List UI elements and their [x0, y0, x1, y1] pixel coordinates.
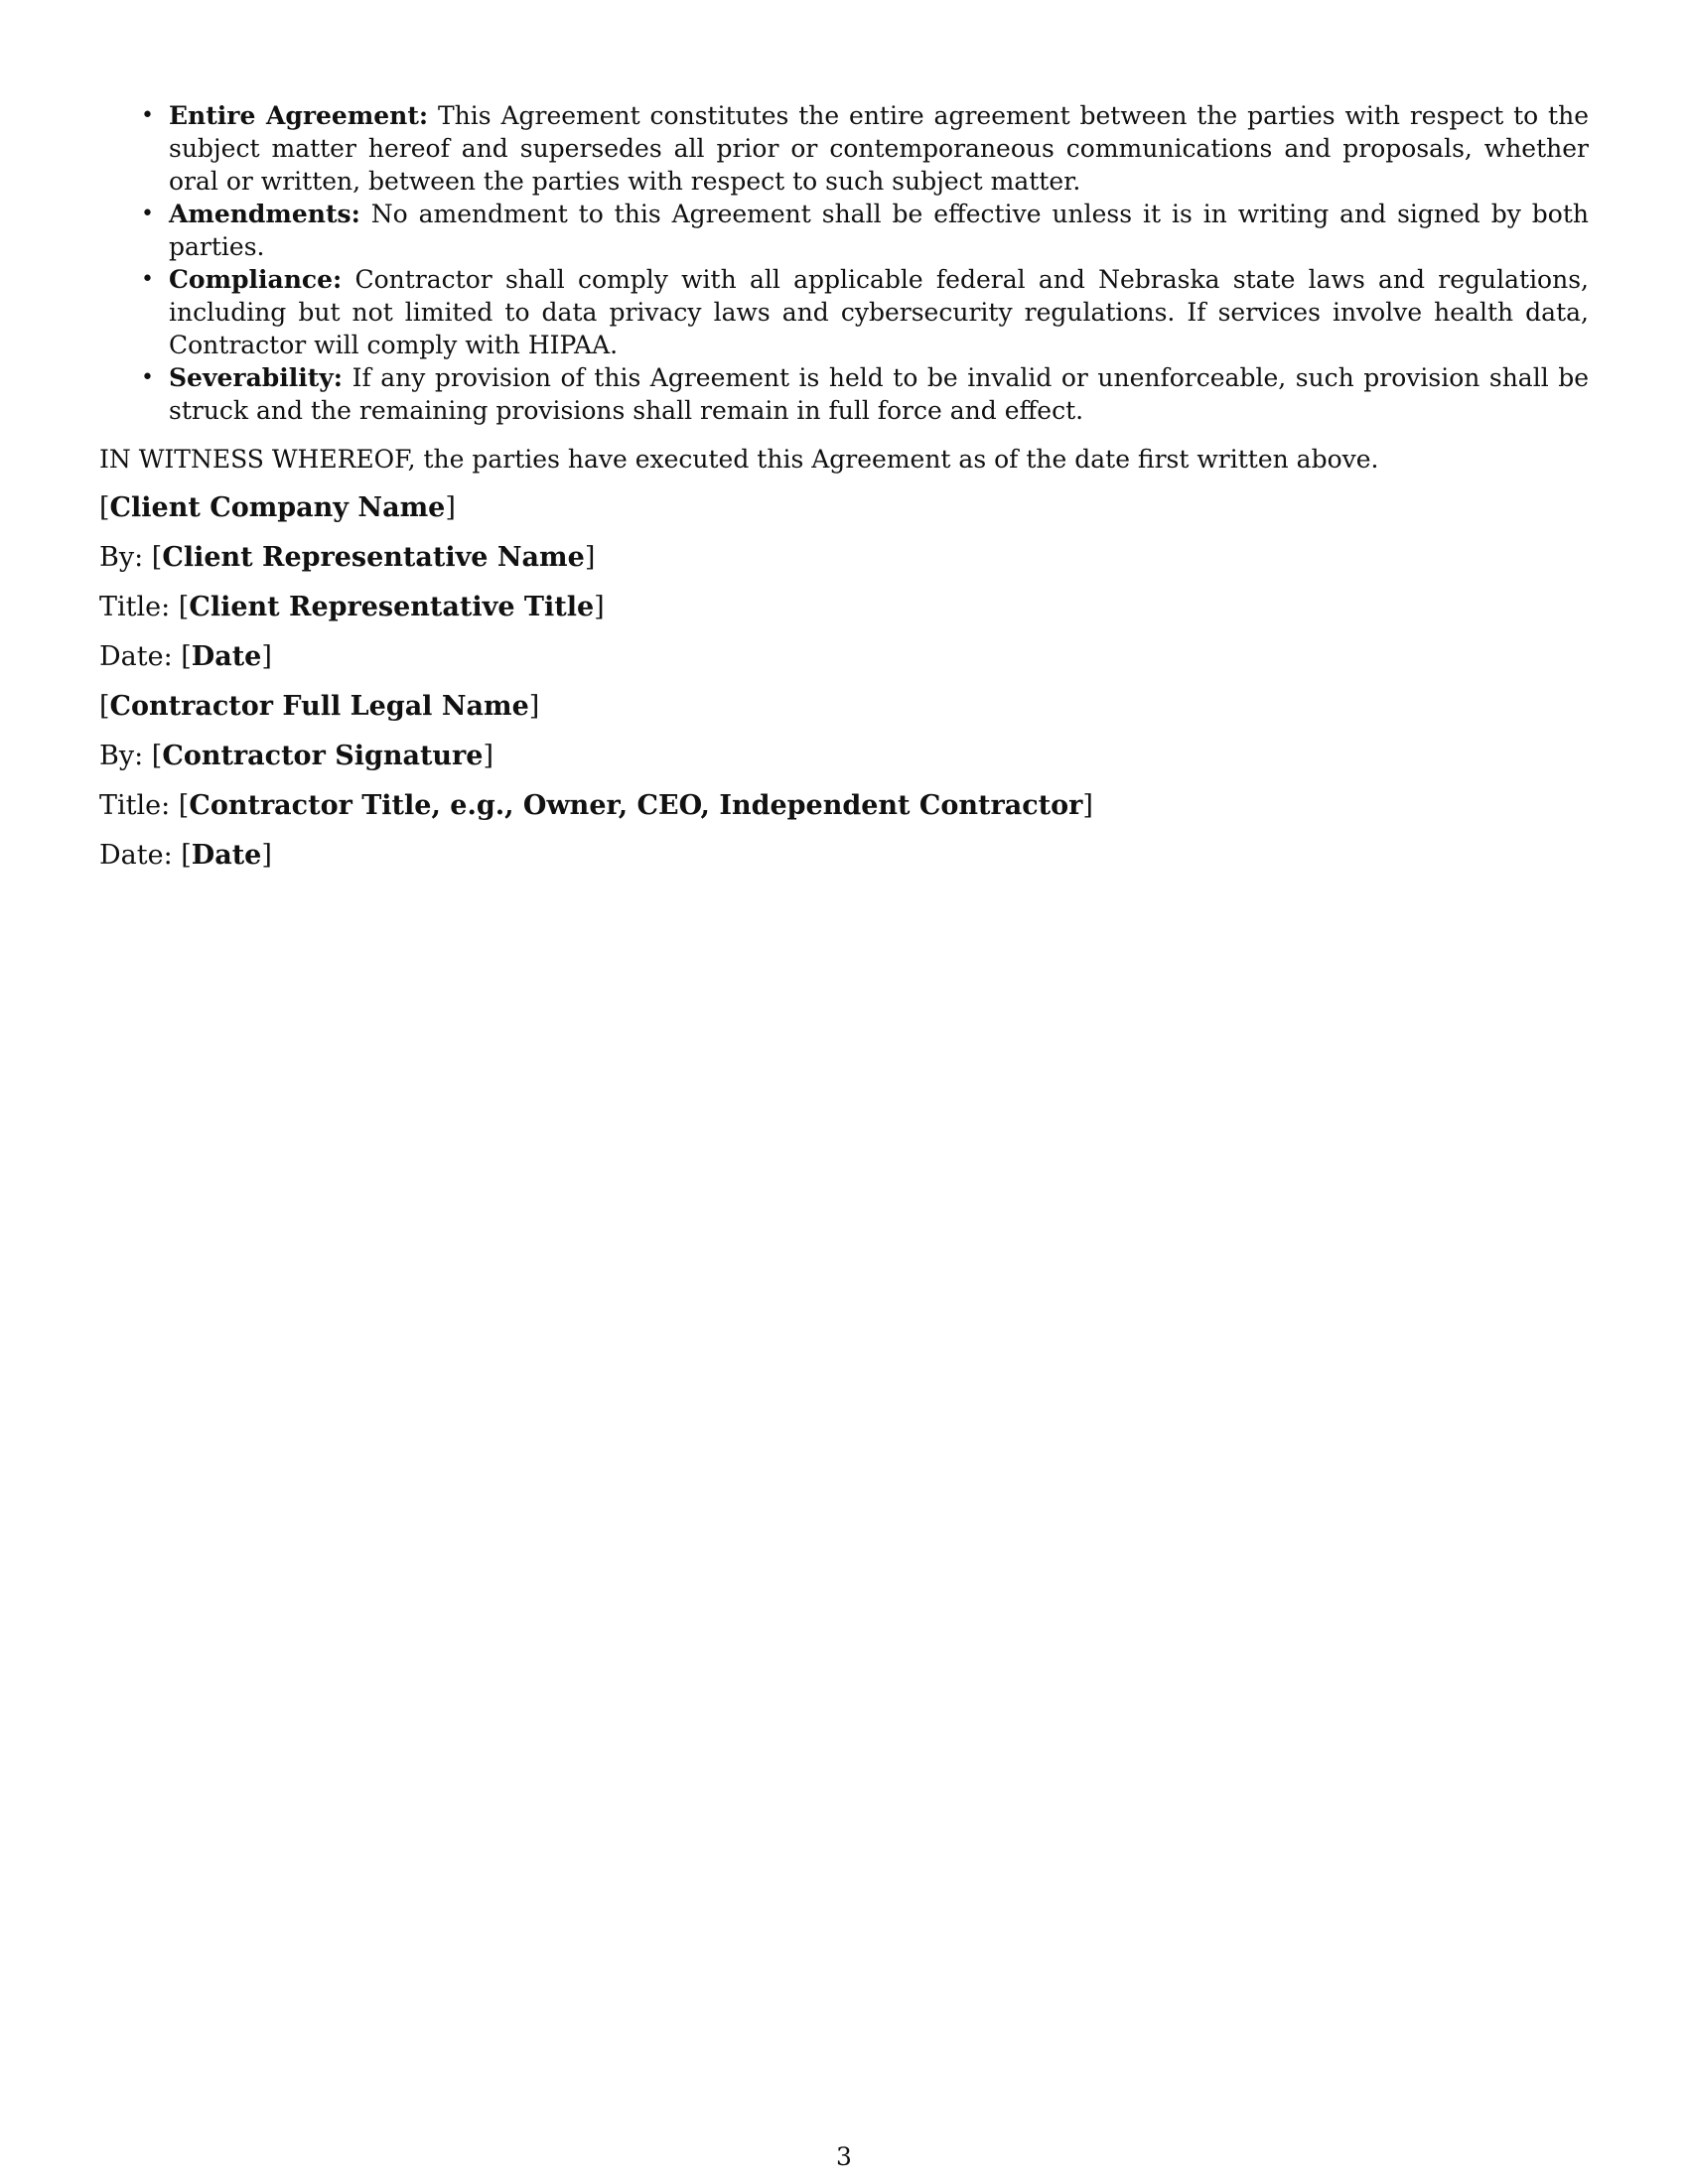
contractor-title-line: Title: [Contractor Title, e.g., Owner, CEO, Independent Contractor]: [99, 790, 1093, 821]
client-company-line: [Client Company Name]: [99, 492, 456, 523]
contractor-legal-name: Contractor Full Legal Name: [109, 691, 529, 722]
witness-statement: IN WITNESS WHEREOF, the parties have executed this Agreement as of the date first written above.: [99, 445, 1379, 474]
title-label: Title:: [99, 790, 171, 821]
client-company-name: Client Company Name: [109, 492, 446, 523]
clause-title: Entire Agreement:: [169, 101, 429, 130]
document-page: [99, 99, 1589, 888]
clause-entire-agreement: [141, 99, 1590, 198]
client-representative-title: Client Representative Title: [189, 592, 595, 622]
clause-text: This Agreement constitutes the entire agreement between the parties with respect to the subject matter hereof and supersedes all prior or contemporaneous communications and proposals, whether oral or written, between the parties with respect to such subject matter.: [169, 101, 1590, 196]
bullet-icon: •: [141, 103, 154, 128]
contractor-company-line: [Contractor Full Legal Name]: [99, 691, 540, 722]
contractor-by-line: By: [Contractor Signature]: [99, 741, 494, 771]
date-label: Date:: [99, 840, 173, 871]
contractor-date-line: Date: [Date]: [99, 840, 272, 871]
bullet-icon: •: [141, 365, 154, 390]
by-label: By:: [99, 542, 144, 573]
bullet-icon: •: [141, 202, 154, 226]
contractor-signature: Contractor Signature: [162, 741, 484, 771]
date-label: Date:: [99, 641, 173, 672]
client-representative-name: Client Representative Name: [162, 542, 585, 573]
client-by-line: By: [Client Representative Name]: [99, 542, 596, 573]
title-label: Title:: [99, 592, 171, 622]
clause-list: [99, 99, 1589, 427]
clause-compliance: [141, 263, 1589, 361]
clause-text: Contractor shall comply with all applicable federal and Nebraska state laws and regulations, including but not limited to data privacy laws and cybersecurity regulations. If services involve health data, Contractor will comply with HIPAA.: [169, 265, 1589, 359]
contractor-title: Contractor Title, e.g., Owner, CEO, Independent Contractor: [189, 790, 1083, 821]
by-label: By:: [99, 741, 144, 771]
bullet-icon: •: [141, 267, 154, 292]
client-title-line: Title: [Client Representative Title]: [99, 592, 605, 622]
clause-text: No amendment to this Agreement shall be effective unless it is in writing and signed by both parties.: [169, 200, 1589, 261]
page-number: 3: [836, 2142, 852, 2171]
clause-title: Amendments:: [169, 200, 360, 228]
client-signature-block: [99, 491, 1589, 674]
contractor-signature-block: [99, 690, 1589, 873]
client-date-value: Date: [191, 641, 262, 672]
clause-text: If any provision of this Agreement is held to be invalid or unenforceable, such provision shall be struck and the remaining provisions shall remain in full force and effect.: [169, 363, 1590, 425]
clause-severability: [141, 361, 1590, 427]
clause-title: Severability:: [169, 363, 344, 392]
clause-title: Compliance:: [169, 265, 343, 294]
contractor-date-value: Date: [191, 840, 262, 871]
clause-amendments: [141, 198, 1589, 263]
client-date-line: Date: [Date]: [99, 641, 272, 672]
